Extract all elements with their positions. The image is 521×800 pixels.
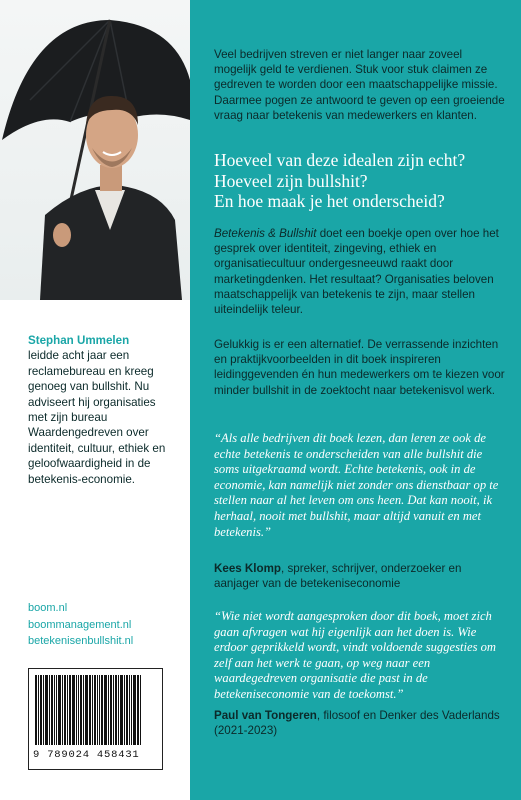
quote-van-tongeren-name: Paul van Tongeren	[214, 709, 317, 722]
quote-van-tongeren-role: , filosoof en Denker des Vaderlands (2021-2023)	[214, 709, 500, 738]
quote-klomp-attribution	[214, 561, 507, 591]
isbn-number: 9 789024 458431	[33, 749, 140, 761]
link-boommanagement[interactable]: boommanagement.nl	[28, 618, 132, 631]
portrait-with-umbrella-photo	[0, 0, 190, 300]
headline-questions	[214, 150, 514, 212]
author-bio	[28, 333, 178, 487]
intro-paragraph: Veel bedrijven streven er niet langer naar zoveel mogelijk geld te verdienen. Stuk voor stuk claimen ze gedreven te worden door een maatschappelijke missie. Daarmee pogen ze antwoord te geven op een groeiende vraag naar betekenis van medewerkers en klanten.	[214, 48, 505, 122]
website-links	[28, 600, 188, 650]
quote-klomp-role: , spreker, schrijver, onderzoeker en aanjager van de betekeniseconomie	[214, 562, 462, 591]
author-name: Stephan Ummelen	[28, 334, 130, 347]
description-paragraph	[214, 226, 507, 317]
isbn-barcode	[28, 668, 163, 770]
barcode-bars	[35, 675, 156, 745]
headline-line-3: En hoe maak je het onderscheid?	[214, 191, 445, 211]
link-boom[interactable]: boom.nl	[28, 602, 68, 614]
description-text: doet een boekje open over hoe het gesprek over identiteit, zingeving, ethiek en organisatiecultuur ondergesneeuwd raakt door marketingdenken. Het resultaat? Organisaties beloven maatschappelijk van betekenis te zijn, maar stellen uiteindelijk teleur.	[214, 227, 499, 317]
quote-van-tongeren: “Wie niet wordt aangesproken door dit boek, moet zich gaan afvragen wat hij eigenlijk aan het doen is. Wie erdoor geprikkeld wordt, vindt voldoende suggesties om zelf aan het werk te gaan, op weg naar een waardegedreven organisatie die past in de betekeniseconomie van de toekomst.”	[214, 609, 497, 701]
headline-line-1: Hoeveel van deze idealen zijn echt?	[214, 150, 466, 170]
headline-line-2: Hoeveel zijn bullshit?	[214, 170, 368, 191]
quote-klomp-name: Kees Klomp	[214, 562, 282, 575]
author-bio-text: leidde acht jaar een reclamebureau en kreeg genoeg van bullshit. Nu adviseert hij organisaties met zijn bureau Waardengedreven over identiteit, cultuur, ethiek en geloofwaardigheid in de betekenis-economie.	[28, 349, 166, 486]
book-title: Betekenis & Bullshit	[214, 227, 317, 240]
quote-klomp: “Als alle bedrijven dit boek lezen, dan leren ze ook de echte betekenis te onderscheiden van alle bullshit die soms uitgekraamd wordt. Echte betekenis, ook in de economie, kan namelijk niet zonder ons dienstbaar op te stellen naar al het leven om ons heen. Dat kan nooit, ik herhaal, nooit met bullshit, maar altijd vanuit en met betekenis.”	[214, 431, 499, 539]
alternative-paragraph: Gelukkig is er een alternatief. De verrassende inzichten en praktijkvoorbeelden in dit boek inspireren leidinggevenden én hun medewerkers om te kiezen voor minder bullshit in de zoektocht naar betekenisvol werk.	[214, 338, 505, 397]
link-betekenisenbullshit[interactable]: betekenisenbullshit.nl	[28, 635, 134, 647]
back-cover-left-panel	[0, 0, 190, 800]
back-cover-right-panel	[190, 0, 521, 800]
quote-van-tongeren-attribution	[214, 708, 507, 738]
author-photo	[0, 0, 190, 300]
